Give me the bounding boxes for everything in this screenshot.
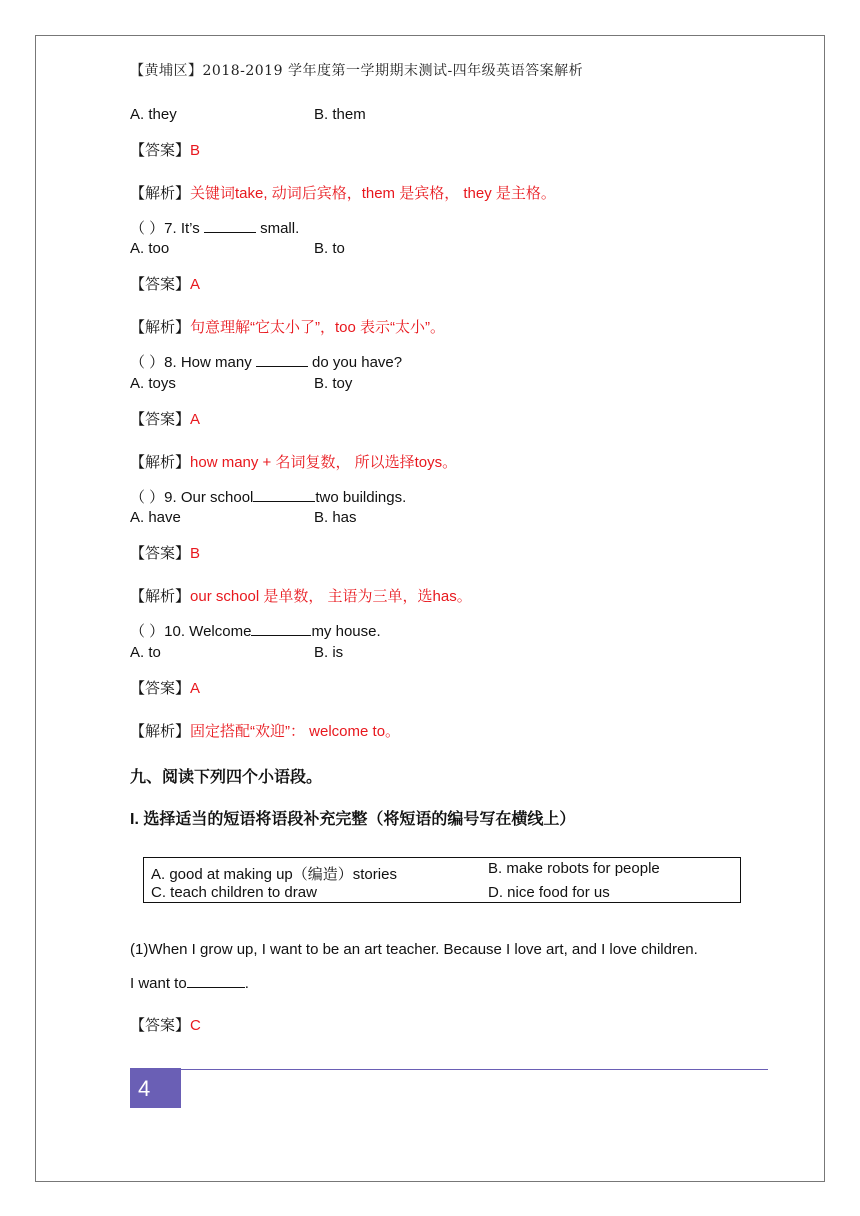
q6-option-b: B. them [314, 106, 366, 123]
question-suffix: my house. [311, 623, 381, 640]
q6-analysis [130, 182, 556, 203]
q8-option-b: B. toy [314, 375, 353, 392]
phrase-option-d: D. nice food for us [488, 884, 610, 901]
analysis-text: how many + 名词复数， 所以选择toys。 [190, 454, 458, 471]
answer-blank [251, 623, 311, 636]
analysis-text: our school 是单数， 主语为三单，选has。 [190, 588, 472, 605]
passage-1-line-1: (1)When I grow up, I want to be an art teacher. Because I love art, and I love children. [130, 941, 698, 958]
question-prefix: （ ）9. Our school [130, 489, 254, 506]
answer-label: 【答案】 [130, 142, 191, 159]
q9-option-b: B. has [314, 509, 357, 526]
question-prefix: （ ）10. Welcome [130, 623, 252, 640]
analysis-label: 【解析】 [130, 319, 191, 336]
answer-blank [253, 489, 315, 502]
question-suffix: do you have? [312, 354, 403, 371]
q8-answer [130, 408, 200, 429]
q9-analysis [130, 585, 472, 606]
page-frame [35, 35, 825, 1182]
passage-1-line-2 [130, 975, 249, 992]
answer-label: 【答案】 [130, 680, 191, 697]
answer-value: B [190, 142, 201, 159]
page-header: 【黄埔区】2018-2019 学年度第一学期期末测试-四年级英语答案解析 [130, 63, 584, 79]
question-prefix: （ ）7. It’s [130, 220, 200, 237]
analysis-label: 【解析】 [130, 588, 191, 605]
analysis-text: 固定搭配“欢迎”： welcome to。 [190, 723, 401, 740]
footer-rule [130, 1069, 768, 1070]
q10-option-a: A. to [130, 644, 161, 661]
q9-option-a: A. have [130, 509, 181, 526]
page-number: 4 [130, 1068, 181, 1108]
answer-label: 【答案】 [130, 276, 191, 293]
q10-question [130, 620, 381, 641]
answer-value: A [190, 276, 201, 293]
answer-blank [204, 220, 256, 233]
q7-option-a: A. too [130, 240, 170, 257]
phrase-option-b: B. make robots for people [488, 860, 660, 877]
q10-answer [130, 677, 200, 698]
answer-blank [256, 354, 308, 367]
answer-label: 【答案】 [130, 411, 191, 428]
passage-prefix: I want to [130, 975, 187, 992]
analysis-text: 关键词take, 动词后宾格，them 是宾格， they 是主格。 [190, 185, 556, 202]
answer-label: 【答案】 [130, 1017, 191, 1034]
answer-value: A [190, 411, 201, 428]
q8-option-a: A. toys [130, 375, 176, 392]
q9-answer [130, 542, 200, 563]
analysis-label: 【解析】 [130, 185, 191, 202]
answer-value: A [190, 680, 201, 697]
analysis-label: 【解析】 [130, 454, 191, 471]
q10-option-b: B. is [314, 644, 344, 661]
q7-analysis [130, 316, 445, 337]
analysis-text: 句意理解“它太小了”，too 表示“太小”。 [190, 319, 446, 336]
phrase-option-c: C. teach children to draw [151, 884, 317, 901]
phrase-option-a: A. good at making up（编造）stories [151, 866, 397, 883]
q8-question [130, 351, 402, 372]
q10-analysis [130, 720, 400, 741]
q8-analysis [130, 451, 457, 472]
q7-answer [130, 273, 200, 294]
question-suffix: two buildings. [315, 489, 407, 506]
answer-blank [187, 975, 245, 988]
question-suffix: small. [260, 220, 300, 237]
q9-question [130, 486, 406, 507]
question-prefix: （ ）8. How many [130, 354, 252, 371]
q6-answer [130, 139, 200, 160]
passage-1-answer [130, 1014, 201, 1035]
q7-option-b: B. to [314, 240, 345, 257]
answer-label: 【答案】 [130, 545, 191, 562]
passage-suffix: . [244, 975, 249, 992]
answer-value: B [190, 545, 201, 562]
answer-value: C [190, 1017, 201, 1034]
q6-option-a: A. they [130, 106, 177, 123]
section-title: 九、阅读下列四个小语段。 [130, 769, 323, 786]
part-title: I. 选择适当的短语将语段补充完整（将短语的编号写在横线上） [130, 811, 576, 828]
analysis-label: 【解析】 [130, 723, 191, 740]
q7-question [130, 217, 299, 238]
